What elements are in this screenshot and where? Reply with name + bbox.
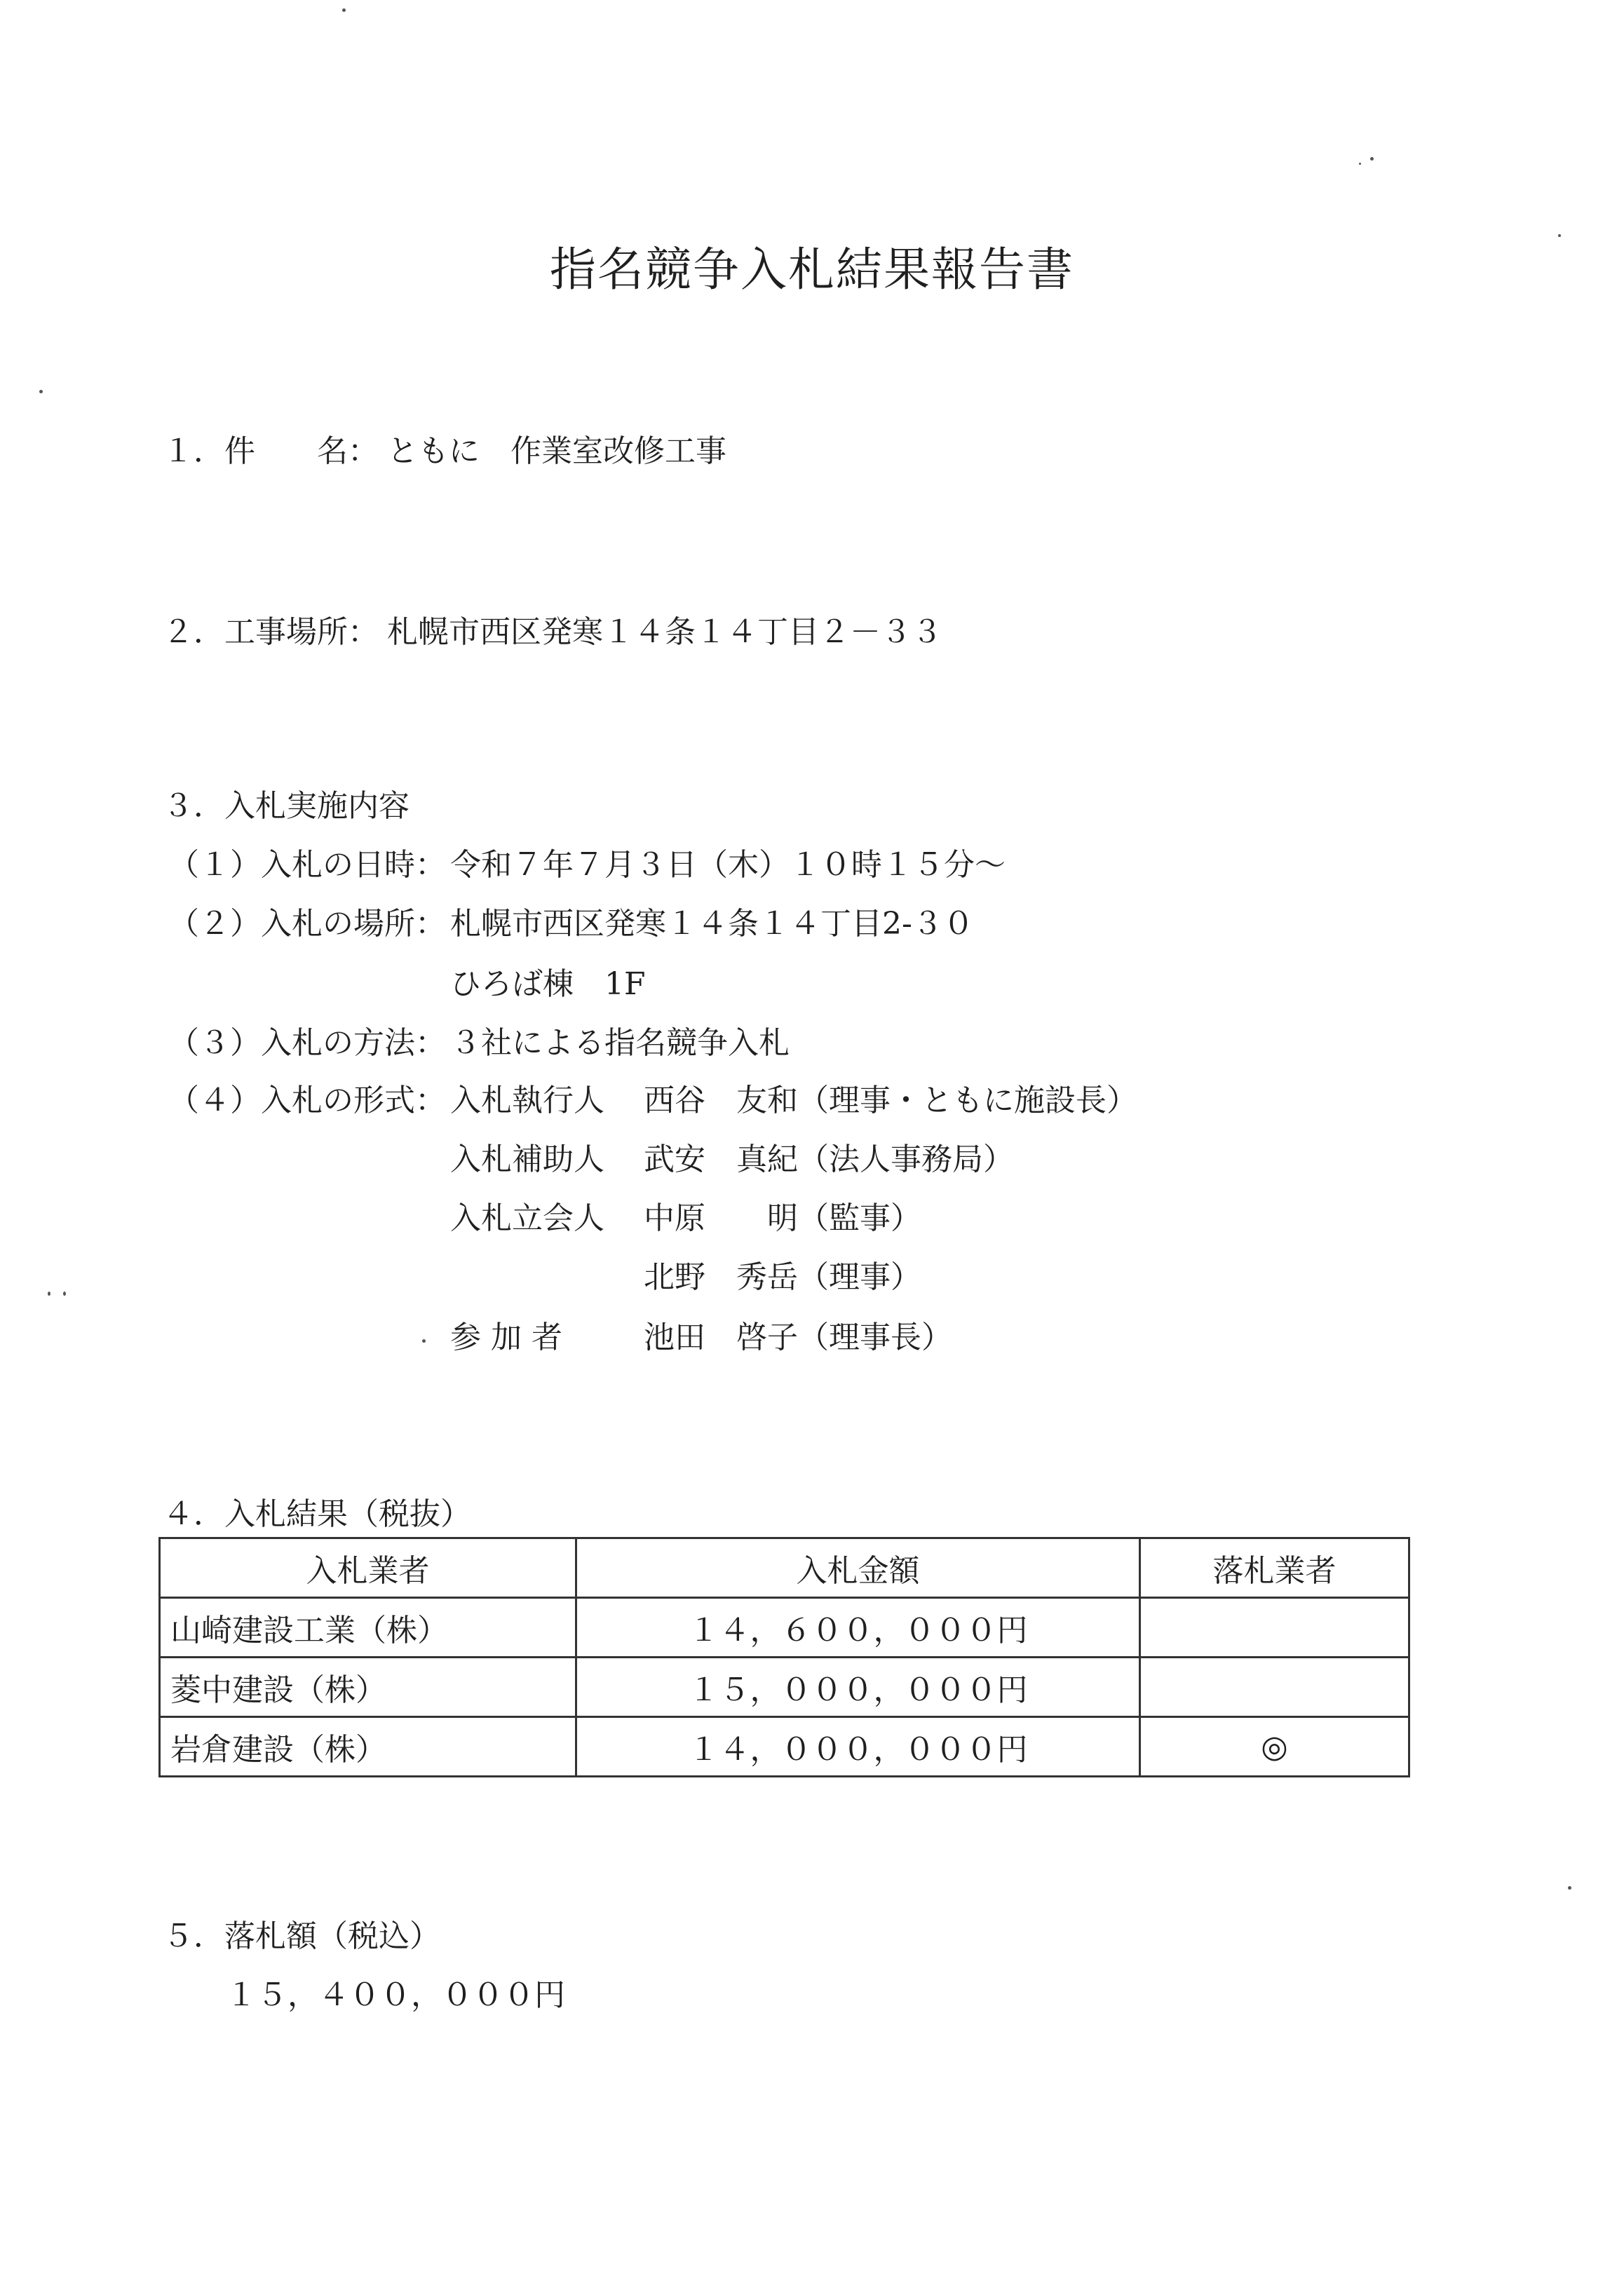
- table-header-row: [160, 1538, 1409, 1598]
- person-role: 入札補助人: [450, 1142, 604, 1177]
- person-name: 北野 秀岳（理事）: [644, 1259, 921, 1295]
- column-header-company: 入札業者: [160, 1538, 576, 1598]
- winner-cell: [1140, 1598, 1409, 1658]
- person-name: 池田 啓子（理事長）: [644, 1320, 952, 1355]
- scan-speck: [63, 1292, 66, 1296]
- scan-speck: [1370, 157, 1374, 161]
- item4-heading: ４．入札結果（税抜）: [163, 1496, 471, 1532]
- table-row: [160, 1717, 1409, 1777]
- item1-label: １．件 名：: [163, 433, 379, 469]
- scan-speck: [48, 1292, 50, 1296]
- person-name: 武安 真紀（法人事務局）: [644, 1142, 1014, 1177]
- person-name: 西谷 友和（理事・ともに施設長）: [644, 1083, 1137, 1118]
- winning-bid-amount: １５，４００，０００円: [226, 1977, 565, 2013]
- scan-speck: [342, 8, 346, 12]
- scan-speck: [422, 1339, 426, 1343]
- item2-value: 札幌市西区発寒１４条１４丁目２－３３: [387, 614, 942, 650]
- item3-heading: ３．入札実施内容: [163, 788, 410, 824]
- table-row: [160, 1598, 1409, 1658]
- column-header-amount: 入札金額: [576, 1538, 1140, 1598]
- datetime-value: 令和７年７月３日（木）１０時１５分～: [450, 847, 1006, 883]
- bid-results-table: [158, 1537, 1410, 1777]
- amount-cell: １４，６００，０００円: [576, 1598, 1140, 1658]
- company-cell: 山崎建設工業（株）: [160, 1598, 576, 1658]
- winner-mark-double-circle-icon: ◎: [1140, 1717, 1409, 1777]
- scan-speck: [1558, 234, 1561, 237]
- winner-cell: [1140, 1658, 1409, 1717]
- scan-speck: [1359, 163, 1361, 165]
- table-row: [160, 1658, 1409, 1717]
- item1-value: ともに 作業室改修工事: [387, 433, 726, 469]
- person-role: 入札執行人: [450, 1083, 604, 1118]
- company-cell: 岩倉建設（株）: [160, 1717, 576, 1777]
- place-label: （２）入札の場所：: [168, 906, 446, 942]
- datetime-label: （１）入札の日時：: [168, 847, 446, 883]
- place-value: 札幌市西区発寒１４条１４丁目2-３０: [450, 906, 974, 942]
- item5-heading: ５．落札額（税込）: [163, 1918, 440, 1954]
- column-header-winner: 落札業者: [1140, 1538, 1409, 1598]
- amount-cell: １４，０００，０００円: [576, 1717, 1140, 1777]
- method-label: （３）入札の方法：: [168, 1025, 446, 1061]
- company-cell: 菱中建設（株）: [160, 1658, 576, 1717]
- method-value: ３社による指名競争入札: [450, 1025, 790, 1061]
- amount-cell: １５，０００，０００円: [576, 1658, 1140, 1717]
- format-label: （４）入札の形式：: [168, 1083, 446, 1118]
- scan-speck: [39, 390, 43, 393]
- place-value-building: ひろば棟 1F: [450, 966, 646, 1002]
- person-role: 参 加 者: [450, 1320, 562, 1355]
- person-role: 入札立会人: [450, 1200, 604, 1236]
- person-name: 中原 明（監事）: [644, 1200, 921, 1236]
- item2-label: ２．工事場所：: [163, 614, 379, 650]
- document-title: 指名競争入札結果報告書: [550, 243, 1074, 297]
- scan-speck: [1568, 1886, 1571, 1890]
